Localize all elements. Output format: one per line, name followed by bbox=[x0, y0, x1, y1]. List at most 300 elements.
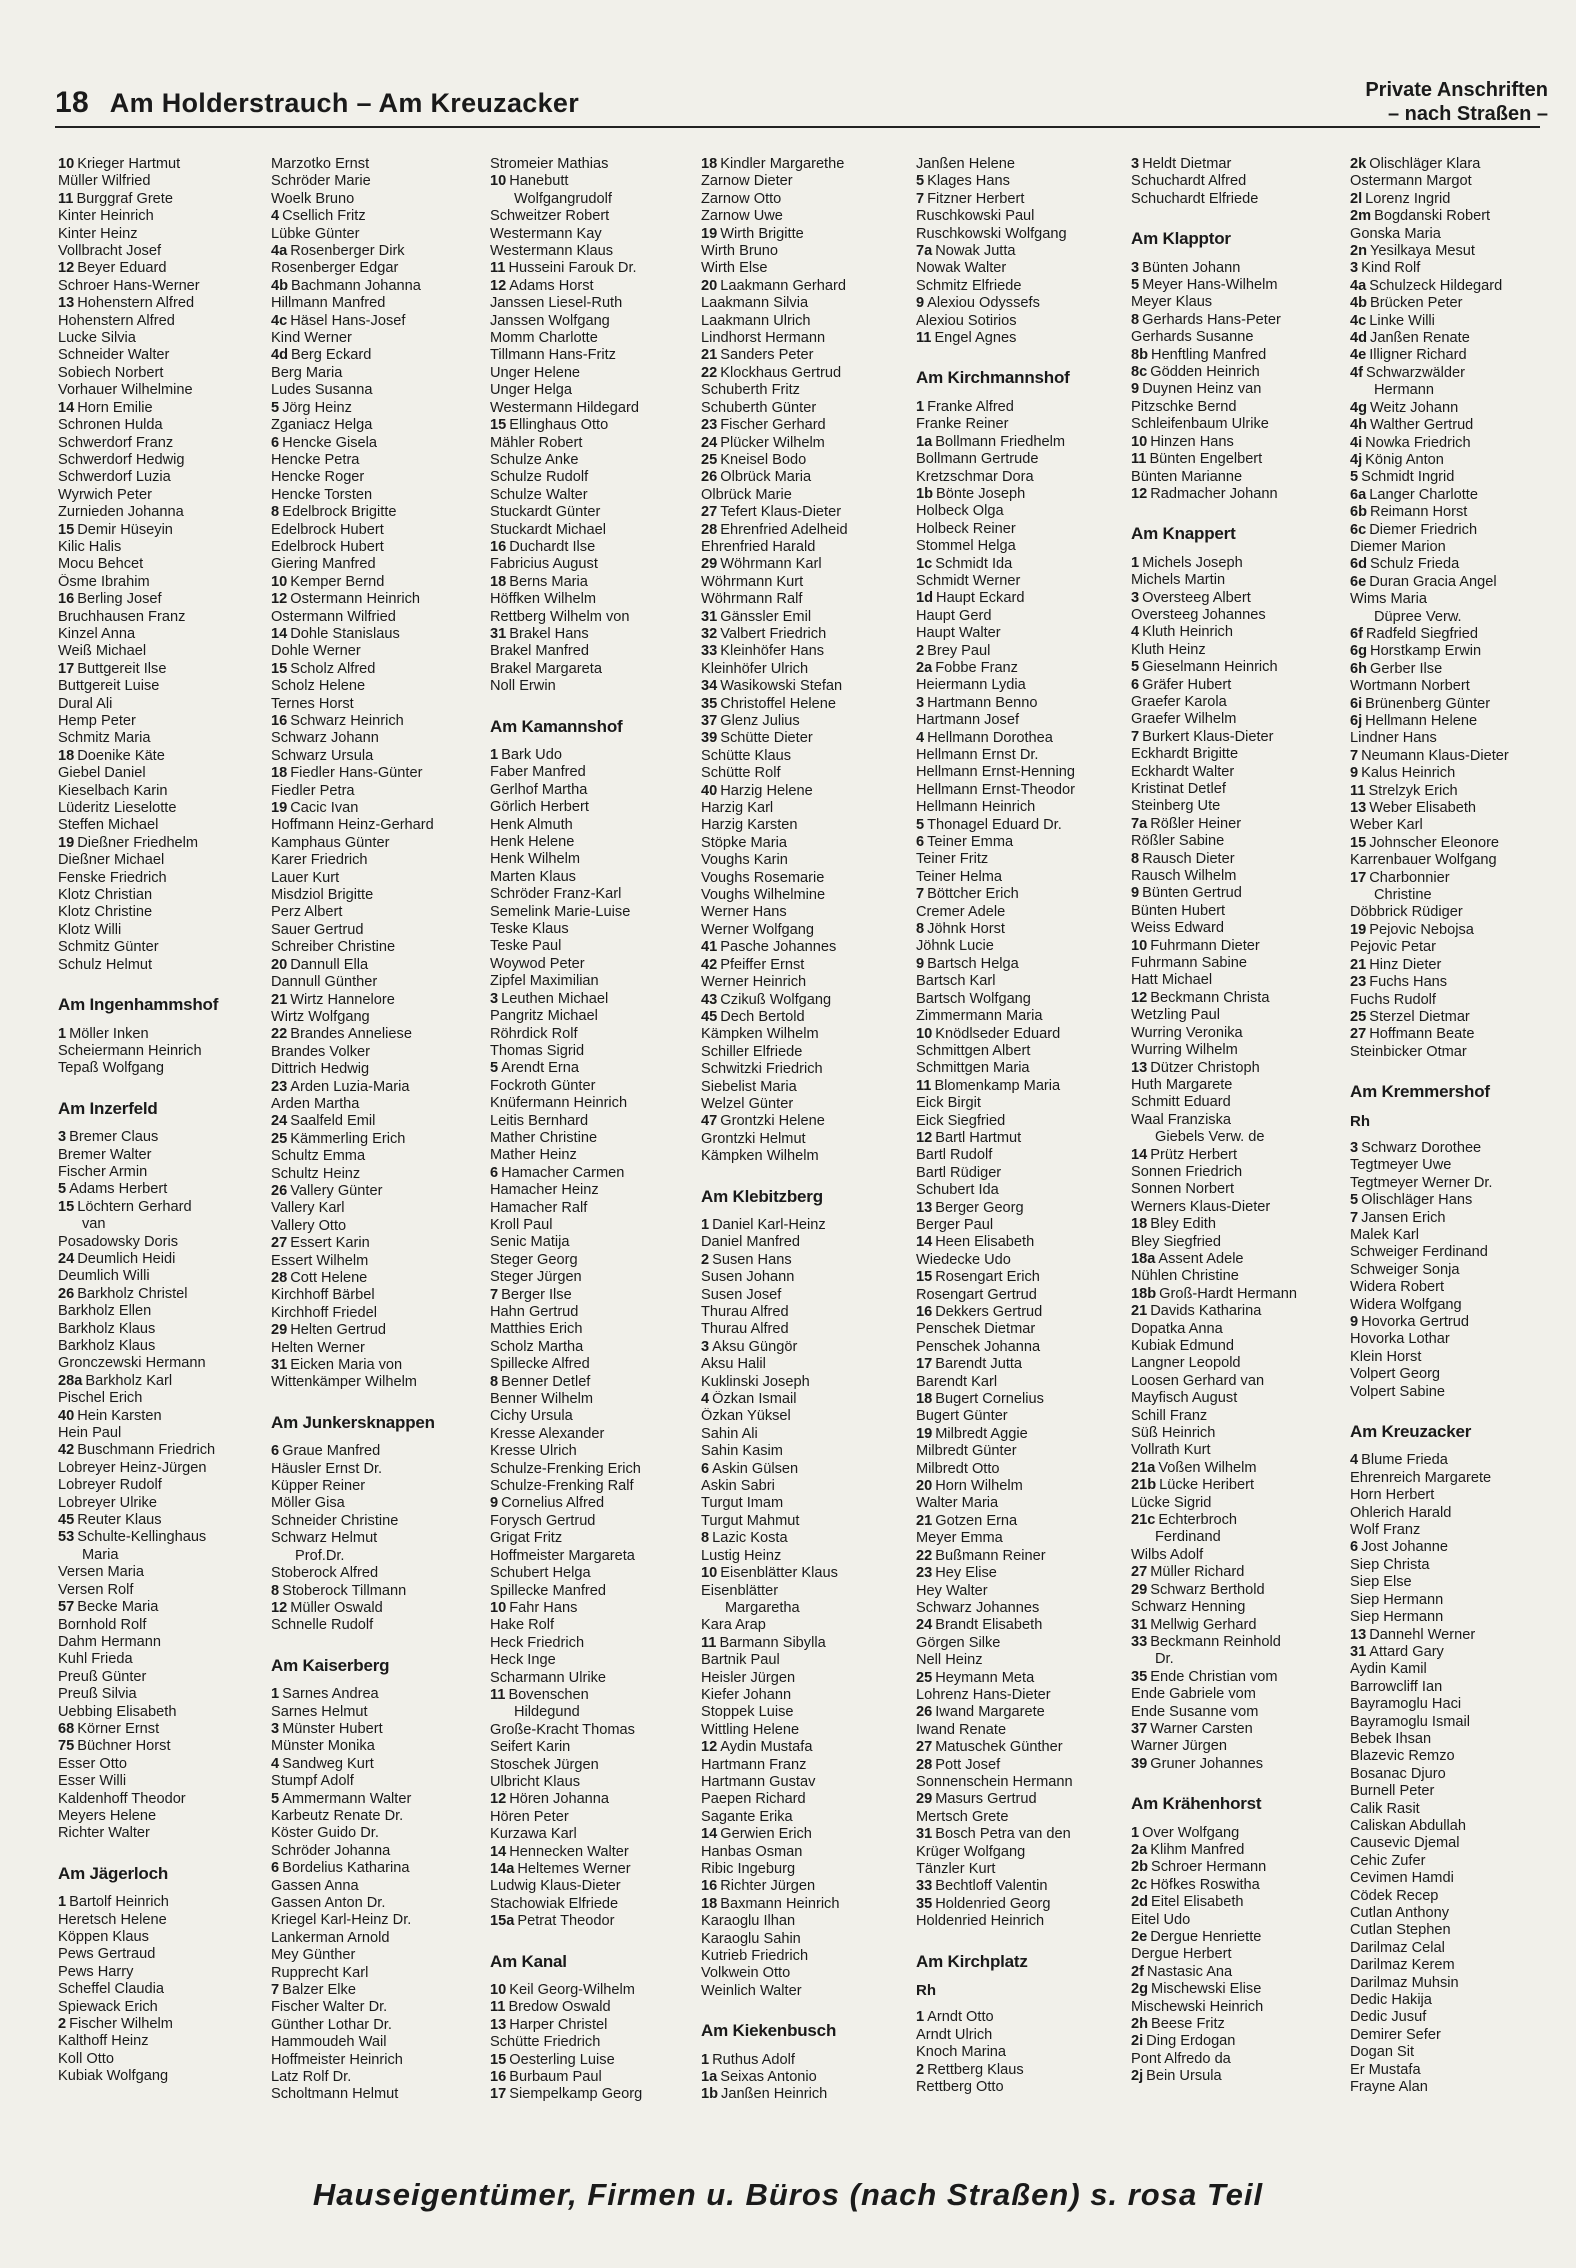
resident-entry bbox=[916, 173, 1121, 190]
resident-entry bbox=[701, 330, 906, 347]
resident-entry bbox=[58, 330, 263, 347]
resident-entry bbox=[1131, 1756, 1336, 1773]
resident-entry bbox=[1350, 243, 1555, 260]
resident-entry bbox=[490, 2086, 695, 2103]
house-number: 40 bbox=[58, 1407, 75, 1424]
resident-entry bbox=[271, 522, 476, 539]
house-number: 4 bbox=[701, 1391, 710, 1408]
resident-entry bbox=[58, 1529, 263, 1546]
resident-entry bbox=[916, 1617, 1121, 1634]
resident-entry bbox=[1131, 1617, 1336, 1634]
resident-name: Karaoglu Sahin bbox=[701, 1930, 801, 1947]
resident-name: Schwarz Dorothee bbox=[1361, 1139, 1482, 1156]
resident-name: Schweiger Ferdinand bbox=[1350, 1244, 1488, 1261]
resident-entry bbox=[271, 1096, 476, 1113]
resident-entry bbox=[271, 382, 476, 399]
resident-entry bbox=[1350, 1314, 1555, 1331]
resident-entry bbox=[1350, 1696, 1555, 1713]
resident-name: Kind Rolf bbox=[1361, 260, 1421, 277]
resident-name: Schroer Hans-Werner bbox=[58, 277, 200, 294]
resident-entry bbox=[1350, 817, 1555, 834]
resident-entry bbox=[701, 278, 906, 295]
resident-name: Graefer Karola bbox=[1131, 693, 1227, 710]
resident-entry bbox=[271, 365, 476, 382]
house-number: 39 bbox=[701, 730, 718, 747]
resident-name: Höffken Wilhelm bbox=[490, 591, 596, 608]
house-number: 37 bbox=[1131, 1720, 1148, 1737]
resident-name: Oversteeg Johannes bbox=[1131, 606, 1266, 623]
resident-entry bbox=[490, 799, 695, 816]
resident-entry bbox=[490, 435, 695, 452]
resident-entry bbox=[490, 1252, 695, 1269]
resident-entry bbox=[58, 278, 263, 295]
resident-entry bbox=[1350, 1748, 1555, 1765]
resident-name: Sonnen Norbert bbox=[1131, 1181, 1235, 1198]
resident-name: Calik Rasit bbox=[1350, 1800, 1420, 1817]
house-number: 4b bbox=[1350, 295, 1368, 312]
resident-name: Esser Willi bbox=[58, 1773, 127, 1790]
house-number: 47 bbox=[701, 1113, 718, 1130]
resident-entry bbox=[916, 191, 1121, 208]
resident-entry bbox=[1350, 1853, 1555, 1870]
resident-entry bbox=[271, 1860, 476, 1877]
resident-name: Nowak Walter bbox=[916, 260, 1007, 277]
house-number: 6 bbox=[271, 1443, 280, 1460]
resident-name: Valbert Friedrich bbox=[720, 625, 827, 642]
resident-name: Klockhaus Gertrud bbox=[720, 364, 842, 381]
resident-entry bbox=[916, 399, 1121, 416]
resident-entry bbox=[701, 2052, 906, 2069]
resident-entry bbox=[1131, 156, 1336, 173]
resident-name: Weiß Michael bbox=[58, 643, 147, 660]
house-number: 42 bbox=[701, 956, 718, 973]
resident-name: Dannull Günther bbox=[271, 974, 378, 991]
resident-entry bbox=[490, 1826, 695, 1843]
resident-name: Beese Fritz bbox=[1151, 2016, 1225, 2033]
resident-name: Loosen Gerhard van bbox=[1131, 1372, 1265, 1389]
resident-entry bbox=[1131, 1373, 1336, 1390]
resident-entry bbox=[916, 973, 1121, 990]
resident-name: Woelk Bruno bbox=[271, 190, 355, 207]
resident-entry bbox=[916, 938, 1121, 955]
resident-entry bbox=[1131, 1077, 1336, 1094]
resident-name: Teiner Helma bbox=[916, 868, 1002, 885]
resident-entry bbox=[1350, 1818, 1555, 1835]
resident-name: Teske Klaus bbox=[490, 921, 569, 938]
resident-entry bbox=[916, 643, 1121, 660]
resident-name: Rausch Wilhelm bbox=[1131, 868, 1237, 885]
resident-entry bbox=[916, 799, 1121, 816]
resident-entry bbox=[490, 609, 695, 626]
resident-name: Steinberg Ute bbox=[1131, 798, 1221, 815]
resident-name: Graue Manfred bbox=[282, 1443, 381, 1460]
house-number: 16 bbox=[490, 538, 507, 555]
resident-name: Gerlhof Martha bbox=[490, 781, 588, 798]
resident-name: Burkert Klaus-Dieter bbox=[1142, 728, 1274, 745]
resident-name: Walther Gertrud bbox=[1370, 417, 1474, 434]
resident-entry bbox=[916, 1844, 1121, 1861]
house-number: 10 bbox=[916, 1025, 933, 1042]
resident-name: Gassen Anton Dr. bbox=[271, 1895, 386, 1911]
house-number: 4c bbox=[271, 312, 288, 329]
resident-entry bbox=[701, 226, 906, 243]
resident-name: Schulze-Frenking Ralf bbox=[490, 1478, 634, 1495]
resident-name: Woywod Peter bbox=[490, 955, 585, 972]
resident-entry bbox=[1350, 1026, 1555, 1043]
resident-entry bbox=[58, 2068, 263, 2085]
resident-name: Pews Gertraud bbox=[58, 1946, 156, 1963]
entry-continuation: Margaretha bbox=[725, 1599, 800, 1616]
resident-entry bbox=[1350, 1940, 1555, 1957]
resident-name: Pischel Erich bbox=[58, 1390, 143, 1407]
resident-name: Horn Herbert bbox=[1350, 1487, 1435, 1504]
resident-name: Stuckardt Michael bbox=[490, 521, 606, 538]
house-number: 22 bbox=[701, 364, 718, 381]
resident-entry bbox=[58, 226, 263, 243]
resident-entry bbox=[58, 609, 263, 626]
resident-name: Barendt Karl bbox=[916, 1373, 998, 1390]
resident-entry bbox=[490, 904, 695, 921]
resident-entry bbox=[271, 765, 476, 782]
resident-name: Haupt Walter bbox=[916, 625, 1001, 642]
resident-name: Häusler Ernst Dr. bbox=[271, 1460, 383, 1477]
resident-entry bbox=[1350, 1574, 1555, 1591]
resident-entry bbox=[271, 278, 476, 295]
resident-entry bbox=[271, 435, 476, 452]
resident-name: Hoffmeister Margareta bbox=[490, 1547, 635, 1564]
resident-name: Steffen Michael bbox=[58, 817, 159, 834]
resident-name: Pews Harry bbox=[58, 1963, 134, 1980]
resident-name: Bayramoglu Ismail bbox=[1350, 1713, 1471, 1730]
resident-entry bbox=[701, 1965, 906, 1982]
resident-entry bbox=[271, 226, 476, 243]
resident-name: Giebel Daniel bbox=[58, 765, 146, 782]
resident-name: Brandes Anneliese bbox=[290, 1026, 412, 1043]
resident-entry bbox=[1131, 1286, 1336, 1303]
resident-name: Bley Edith bbox=[1150, 1216, 1216, 1233]
resident-entry bbox=[58, 156, 263, 173]
house-number: 18 bbox=[701, 156, 718, 172]
resident-name: Münster Monika bbox=[271, 1738, 375, 1755]
resident-name: Penschek Dietmar bbox=[916, 1321, 1036, 1338]
entry-continuation: Hildegund bbox=[514, 1704, 580, 1721]
resident-entry bbox=[58, 1808, 263, 1825]
resident-name: Schröder Johanna bbox=[271, 1842, 391, 1859]
resident-name: Krüger Wolfgang bbox=[916, 1843, 1026, 1860]
house-number: 2i bbox=[1131, 2033, 1144, 2050]
resident-entry bbox=[1350, 539, 1555, 556]
resident-entry bbox=[701, 713, 906, 730]
resident-name: Schleifenbaum Ulrike bbox=[1131, 416, 1269, 433]
resident-entry bbox=[271, 1357, 476, 1374]
resident-entry bbox=[271, 1843, 476, 1860]
section-label-line2: – nach Straßen – bbox=[1387, 103, 1548, 125]
resident-name: Ostermann Margot bbox=[1350, 173, 1472, 190]
resident-name: Kindler Margarethe bbox=[720, 156, 845, 172]
resident-entry bbox=[1131, 1842, 1336, 1859]
house-number: 20 bbox=[271, 956, 288, 973]
resident-name: Fischer Gerhard bbox=[720, 417, 826, 434]
resident-entry bbox=[271, 1131, 476, 1148]
resident-entry bbox=[916, 1304, 1121, 1321]
resident-entry bbox=[916, 1704, 1121, 1721]
resident-name: Waal Franziska bbox=[1131, 1111, 1232, 1128]
resident-entry bbox=[58, 957, 263, 974]
resident-name: Dech Bertold bbox=[720, 1008, 805, 1025]
resident-entry bbox=[916, 851, 1121, 868]
house-number: 4 bbox=[271, 1755, 280, 1772]
resident-name: Schwitzki Friedrich bbox=[701, 1061, 823, 1078]
house-number: 4 bbox=[1350, 1452, 1359, 1469]
resident-name: Brey Paul bbox=[927, 642, 991, 659]
house-number: 31 bbox=[271, 1357, 288, 1374]
resident-entry bbox=[916, 764, 1121, 781]
resident-entry bbox=[1131, 434, 1336, 451]
resident-entry bbox=[58, 1373, 263, 1390]
resident-entry bbox=[701, 765, 906, 782]
resident-name: Nowka Friedrich bbox=[1365, 434, 1471, 451]
house-number: 1a bbox=[701, 2069, 718, 2086]
resident-name: Iwand Margarete bbox=[935, 1704, 1045, 1721]
resident-entry bbox=[1131, 764, 1336, 781]
house-number: 11 bbox=[916, 1077, 932, 1094]
resident-name: Rößler Sabine bbox=[1131, 833, 1225, 850]
resident-entry bbox=[490, 365, 695, 382]
resident-name: Höfkes Roswitha bbox=[1150, 1876, 1260, 1893]
resident-entry bbox=[271, 661, 476, 678]
resident-name: Burnell Peter bbox=[1350, 1783, 1435, 1800]
resident-name: Warner Carsten bbox=[1150, 1720, 1253, 1737]
resident-entry bbox=[490, 1635, 695, 1652]
house-number: 10 bbox=[701, 1565, 718, 1582]
street-heading: Am Jägerloch bbox=[58, 1863, 169, 1883]
resident-name: Er Mustafa bbox=[1350, 2061, 1421, 2078]
resident-name: Kubiak Edmund bbox=[1131, 1338, 1235, 1354]
resident-entry bbox=[490, 1374, 695, 1391]
house-number: 13 bbox=[1350, 1626, 1367, 1643]
resident-name: Volkwein Otto bbox=[701, 1965, 791, 1982]
resident-name: Christoffel Helene bbox=[720, 695, 836, 712]
resident-name: Holdenried Heinrich bbox=[916, 1913, 1045, 1930]
resident-entry bbox=[490, 886, 695, 903]
resident-entry bbox=[916, 1287, 1121, 1304]
resident-name: Gruner Johannes bbox=[1150, 1755, 1264, 1772]
section-label-line1: Private Anschriften bbox=[1365, 79, 1548, 101]
resident-name: Barkholz Klaus bbox=[58, 1320, 156, 1337]
house-number: 18 bbox=[701, 1895, 718, 1912]
resident-entry bbox=[271, 678, 476, 695]
resident-entry bbox=[916, 1461, 1121, 1478]
resident-entry bbox=[490, 1861, 695, 1878]
resident-name: Berg Eckard bbox=[291, 347, 372, 364]
resident-entry bbox=[1350, 1366, 1555, 1383]
resident-name: Karrenbauer Wolfgang bbox=[1350, 852, 1497, 869]
resident-entry bbox=[1131, 1721, 1336, 1738]
resident-name: Löchtern Gerhard bbox=[77, 1198, 192, 1215]
house-number: 13 bbox=[1131, 1059, 1148, 1076]
house-number: 18b bbox=[1131, 1285, 1157, 1302]
resident-name: Versen Rolf bbox=[58, 1581, 134, 1598]
resident-entry bbox=[1131, 1477, 1336, 1494]
resident-name: Kalus Heinrich bbox=[1361, 765, 1456, 782]
resident-entry bbox=[1131, 781, 1336, 798]
resident-name: Buttgereit Ilse bbox=[77, 660, 167, 677]
resident-entry bbox=[1131, 590, 1336, 607]
house-number: 20 bbox=[701, 277, 718, 294]
resident-entry bbox=[916, 556, 1121, 573]
house-number: 12 bbox=[271, 1599, 288, 1616]
resident-entry bbox=[58, 1355, 263, 1372]
resident-name: Berling Josef bbox=[77, 591, 162, 608]
resident-entry bbox=[916, 1008, 1121, 1025]
resident-entry bbox=[490, 1982, 695, 1999]
resident-name: Weber Elisabeth bbox=[1369, 800, 1477, 817]
resident-entry bbox=[1131, 990, 1336, 1007]
resident-name: Ammermann Walter bbox=[282, 1790, 412, 1807]
resident-entry bbox=[271, 330, 476, 347]
resident-entry bbox=[916, 1426, 1121, 1443]
resident-entry bbox=[271, 1305, 476, 1322]
resident-name: Schröder Marie bbox=[271, 173, 371, 190]
resident-entry bbox=[58, 1199, 263, 1216]
resident-entry bbox=[271, 1756, 476, 1773]
house-number: 35 bbox=[916, 1895, 933, 1912]
resident-name: Lazic Kosta bbox=[712, 1530, 788, 1547]
resident-entry bbox=[701, 400, 906, 417]
resident-entry bbox=[490, 764, 695, 781]
resident-entry bbox=[1350, 1297, 1555, 1314]
resident-name: Gassen Anna bbox=[271, 1877, 359, 1894]
resident-entry bbox=[271, 1600, 476, 1617]
resident-name: Bebek Ihsan bbox=[1350, 1730, 1432, 1747]
resident-name: Welzel Günter bbox=[701, 1095, 794, 1112]
resident-name: Groß-Hardt Hermann bbox=[1159, 1285, 1298, 1302]
house-number: 23 bbox=[701, 417, 718, 434]
resident-name: Karaoglu Ilhan bbox=[701, 1913, 796, 1930]
resident-name: Causevic Djemal bbox=[1350, 1835, 1460, 1852]
resident-entry bbox=[701, 556, 906, 573]
house-number: 12 bbox=[271, 591, 288, 608]
resident-name: Brünenberg Günter bbox=[1365, 695, 1491, 712]
resident-name: Schulze-Frenking Erich bbox=[490, 1460, 641, 1477]
resident-entry bbox=[58, 1425, 263, 1442]
resident-name: Ruschkowski Paul bbox=[916, 208, 1035, 225]
resident-name: Schwarzwälder bbox=[1365, 364, 1465, 381]
resident-entry bbox=[1131, 364, 1336, 381]
resident-entry bbox=[1131, 191, 1336, 208]
resident-name: Zurnieden Johanna bbox=[58, 504, 184, 521]
resident-entry bbox=[701, 1913, 906, 1930]
resident-name: Barkholz Klaus bbox=[58, 1338, 156, 1354]
resident-name: Dittrich Hedwig bbox=[271, 1061, 370, 1078]
house-number: 2k bbox=[1350, 156, 1367, 172]
resident-entry bbox=[1131, 486, 1336, 503]
resident-entry bbox=[1131, 851, 1336, 868]
resident-name: Kneisel Bodo bbox=[720, 451, 807, 468]
house-number: 4a bbox=[271, 243, 288, 260]
resident-name: Hartmann Gustav bbox=[701, 1773, 816, 1790]
resident-entry bbox=[916, 2027, 1121, 2044]
resident-entry bbox=[1131, 555, 1336, 572]
resident-name: Tepaß Wolfgang bbox=[58, 1060, 165, 1077]
resident-entry bbox=[271, 1148, 476, 1165]
resident-entry bbox=[58, 1234, 263, 1251]
house-number: 1d bbox=[916, 590, 934, 607]
resident-entry bbox=[916, 1774, 1121, 1791]
resident-entry bbox=[916, 712, 1121, 729]
resident-entry bbox=[58, 783, 263, 800]
resident-entry bbox=[701, 626, 906, 643]
resident-name: Kara Arap bbox=[701, 1617, 766, 1634]
resident-name: Sobiech Norbert bbox=[58, 364, 164, 381]
resident-entry bbox=[701, 1583, 906, 1600]
resident-name: Kutrieb Friedrich bbox=[701, 1948, 809, 1965]
resident-name: Ludes Susanna bbox=[271, 382, 373, 399]
resident-name: Gotzen Erna bbox=[935, 1512, 1018, 1529]
page-header bbox=[55, 86, 579, 120]
resident-entry bbox=[916, 1495, 1121, 1512]
resident-entry bbox=[701, 365, 906, 382]
resident-entry bbox=[490, 747, 695, 764]
resident-entry bbox=[490, 1391, 695, 1408]
resident-entry bbox=[58, 887, 263, 904]
resident-entry bbox=[1131, 2068, 1336, 2085]
resident-name: Mather Christine bbox=[490, 1129, 598, 1146]
resident-entry bbox=[490, 1687, 695, 1704]
resident-entry bbox=[490, 278, 695, 295]
resident-entry bbox=[701, 1635, 906, 1652]
house-number: 15 bbox=[58, 1198, 75, 1215]
house-number: 29 bbox=[916, 1791, 933, 1808]
resident-name: Hoffmann Beate bbox=[1369, 1026, 1475, 1043]
resident-name: Glenz Julius bbox=[720, 713, 800, 729]
resident-entry bbox=[701, 208, 906, 225]
resident-name: Ternes Horst bbox=[271, 695, 354, 712]
resident-entry bbox=[490, 1304, 695, 1321]
resident-name: Kurzawa Karl bbox=[490, 1826, 577, 1843]
resident-name: Ehrenfried Harald bbox=[701, 538, 816, 555]
resident-name: Hennecken Walter bbox=[509, 1843, 629, 1860]
house-number: 5 bbox=[1350, 469, 1359, 486]
resident-entry bbox=[1350, 661, 1555, 678]
resident-entry bbox=[1350, 1140, 1555, 1157]
resident-name: Fiedler Hans-Günter bbox=[290, 765, 423, 782]
resident-name: Schuberth Fritz bbox=[701, 382, 800, 399]
resident-entry bbox=[1350, 957, 1555, 974]
resident-entry bbox=[271, 173, 476, 190]
resident-name: Dahm Hermann bbox=[58, 1633, 162, 1650]
resident-entry bbox=[916, 2009, 1121, 2026]
street-heading: Am Junkersknappen bbox=[271, 1412, 435, 1432]
resident-entry bbox=[58, 1791, 263, 1808]
resident-entry bbox=[1350, 783, 1555, 800]
resident-name: Volpert Georg bbox=[1350, 1366, 1441, 1383]
resident-name: Hamacher Carmen bbox=[501, 1164, 625, 1181]
resident-entry bbox=[58, 574, 263, 591]
resident-name: Tegtmeyer Werner Dr. bbox=[1350, 1174, 1493, 1191]
resident-name: Stumpf Adolf bbox=[271, 1773, 354, 1790]
resident-name: Heck Friedrich bbox=[490, 1634, 585, 1651]
resident-name: Gerhards Hans-Peter bbox=[1142, 311, 1281, 328]
resident-entry bbox=[1131, 1999, 1336, 2016]
house-number: 12 bbox=[916, 1129, 933, 1146]
resident-name: Krieger Hartmut bbox=[77, 156, 181, 172]
resident-name: Eicken Maria von bbox=[290, 1357, 403, 1374]
house-number: 6d bbox=[1350, 556, 1368, 573]
resident-entry bbox=[1131, 1547, 1336, 1564]
resident-entry bbox=[490, 417, 695, 434]
resident-entry bbox=[1350, 278, 1555, 295]
